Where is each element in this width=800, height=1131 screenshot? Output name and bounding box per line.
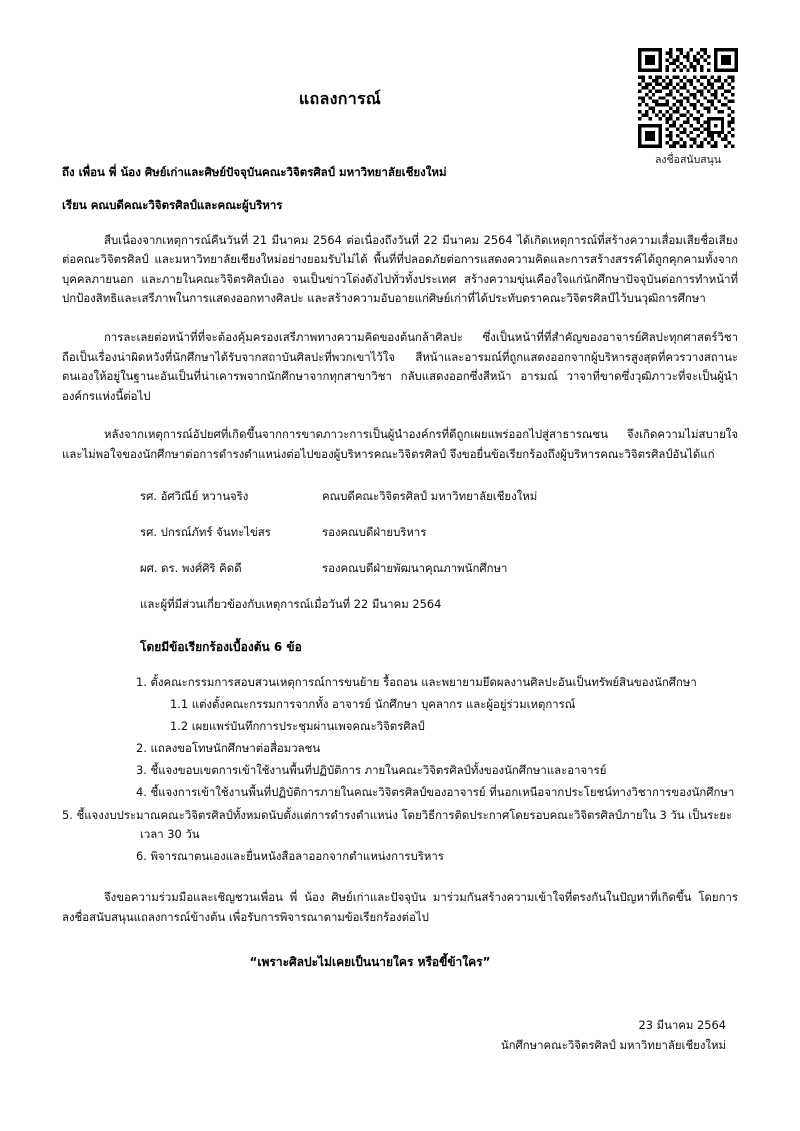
signature-author: นักศึกษาคณะวิจิตรศิลป์ มหาวิทยาลัยเชียงใหม่: [500, 1038, 726, 1053]
qr-support-block: [634, 48, 742, 167]
officials-note: และผู้ที่มีส่วนเกี่ยวข้องกับเหตุการณ์เมื่อวันที่ 22 มีนาคม 2564: [140, 597, 442, 612]
page-title: แถลงการณ์: [298, 89, 382, 108]
officials-list: [62, 487, 738, 578]
addressee-line: ถึง เพื่อน พี่ น้อง ศิษย์เก่าและศิษย์ปัจจุบันคณะวิจิตรศิลป์ มหาวิทยาลัยเชียงใหม่: [62, 165, 447, 179]
demands-list: [62, 673, 738, 866]
signature-block: [62, 1016, 738, 1056]
demand-item: 6. พิจารณาตนเองและยื่นหนังสือลาออกจากตำแหน่งการบริหาร: [136, 848, 444, 863]
official-name: ผศ. ดร. พงศ์ศิริ คิดดี: [140, 561, 242, 576]
demand-item: 3. ชี้แจงขอบเขตการเข้าใช้งานพื้นที่ปฏิบัติการ ภายในคณะวิจิตรศิลป์ทั้งของนักศึกษาและอาจารย์: [136, 763, 607, 778]
attention-line: เรียน คณบดีคณะวิจิตรศิลป์และคณะผู้บริหาร: [62, 198, 283, 213]
demand-item: 4. ชี้แจงการเข้าใช้งานพื้นที่ปฏิบัติการภายในคณะวิจิตรศิลป์ของอาจารย์ ที่นอกเหนือจากประโยชน์ทางวิชาการของนักศึกษา: [136, 785, 735, 800]
demand-item: 1.1 แต่งตั้งคณะกรรมการจากทั้ง อาจารย์ นักศึกษา บุคลากร และผู้อยู่ร่วมเหตุการณ์: [170, 696, 576, 711]
paragraph-2: การละเลยต่อหน้าที่ที่จะต้องคุ้มครองเสรีภาพทางความคิดของต้นกล้าศิลปะ ซึ่งเป็นหน้าที่ที่สำคัญของอาจารย์ศิลปะทุกศาสตร์วิชา ถือเป็นเรื่องน่าผิดหวังที่นักศึกษาได้รับจากสถาบันศิลปะที่พวกเขาไว้ใจ สีหน้าและอารมณ์ที่ถูกแสดงออกจากผู้บริหารสูงสุดที่ควรวางสถานะตนเองให้อยู่ในฐานะอันเป็นที่น่าเคารพจากนักศึกษาจากทุกสาขาวิชา กลับแสดงออกซึ่งสีหน้า อารมณ์ วาจาที่ขาดซึ่งวุฒิภาวะที่จะเป็นผู้นำองค์กรแห่งนี้ต่อไป: [62, 329, 738, 403]
official-name: รศ. อัศวิณีย์ หวานจริง: [140, 488, 249, 503]
official-row: [140, 559, 738, 577]
paragraph-1: สืบเนื่องจากเหตุการณ์คืนวันที่ 21 มีนาคม 2564 ต่อเนื่องถึงวันที่ 22 มีนาคม 2564 ได้เกิดเหตุการณ์ที่สร้างความเสื่อมเสียชื่อเสียงต่อคณะวิจิตรศิลป์ และมหาวิทยาลัยเชียงใหม่อย่างยอมรับไม่ได้ พื้นที่ที่ปลอดภัยต่อการแสดงความคิดและการสร้างสรรค์ได้ถูกคุกคามทั้งจากบุคคลภายนอก และภายในคณะวิจิตรศิลป์เอง จนเป็นข่าวโด่งดังไปทั่วทั้งประเทศ สร้างความขุ่นเคืองใจแก่นักศึกษาปัจจุบันต่อการทำหน้าที่ปกป้องสิทธิและเสรีภาพในการแสดงออกทางศิลปะ และสร้างความอับอายแก่ศิษย์เก่าที่ได้ประทับตราคณะวิจิตรศิลป์ไว้บนวุฒิการศึกษา: [62, 232, 738, 306]
qr-caption: ลงชื่อสนับสนุน: [654, 154, 721, 166]
official-row: [140, 487, 738, 505]
paragraph-3: หลังจากเหตุการณ์อัปยศที่เกิดขึ้นจากการขาดภาวะการเป็นผู้นำองค์กรที่ดีถูกเผยแพร่ออกไปสู่สาธารณชน จึงเกิดความไม่สบายใจและไม่พอใจของนักศึกษาต่อการดำรงตำแหน่งต่อไปของผู้บริหารคณะวิจิตรศิลป์ จึงขอยื่นข้อเรียกร้องถึงผู้บริหารคณะวิจิตรศิลป์อันได้แก่: [62, 427, 738, 461]
closing-block: [62, 888, 738, 972]
official-role: รองคณบดีฝ่ายพัฒนาคุณภาพนักศึกษา: [322, 561, 508, 576]
signature-date: 23 มีนาคม 2564: [638, 1018, 726, 1033]
demands-heading: โดยมีข้อเรียกร้องเบื้องต้น 6 ข้อ: [140, 639, 302, 654]
body-paragraphs: [62, 231, 738, 465]
demand-item: 1.2 เผยแพร่บันทึกการประชุมผ่านเพจคณะวิจิตรศิลป์: [170, 718, 425, 733]
closing-paragraph: จึงขอความร่วมมือและเชิญชวนเพื่อน พี่ น้อง ศิษย์เก่าและปัจจุบัน มาร่วมกันสร้างความเข้าใจที่ตรงกันในปัญหาที่เกิดขึ้น โดยการลงชื่อสนับสนุนแถลงการณ์ข้างต้น เพื่อรับการพิจารณาตามข้อเรียกร้องต่อไป: [62, 890, 738, 924]
official-row: [140, 523, 738, 541]
address-block: [62, 164, 738, 215]
official-name: รศ. ปกรณ์ภัทร์ จันทะไข่สร: [140, 524, 271, 539]
official-role: รองคณบดีฝ่ายบริหาร: [322, 524, 427, 539]
demand-item: 1. ตั้งคณะกรรมการสอบสวนเหตุการณ์การขนย้าย รื้อถอน และพยายามยึดผลงานศิลปะอันเป็นทรัพย์สินของนักศึกษา: [136, 674, 697, 689]
qr-code-icon[interactable]: [638, 48, 738, 148]
demand-item: 2. แถลงขอโทษนักศึกษาต่อสื่อมวลชน: [136, 741, 321, 756]
closing-quote: “เพราะศิลปะไม่เคยเป็นนายใคร หรือขี้ข้าใคร”: [249, 955, 491, 970]
demand-item: 5. ชี้แจงงบประมาณคณะวิจิตรศิลป์ทั้งหมดนับตั้งแต่การดำรงตำแหน่ง โดยวิธีการติดประกาศโดยรอบคณะวิจิตรศิลป์ภายใน 3 วัน เป็นระยะเวลา 30 วัน: [62, 807, 733, 841]
official-role: คณบดีคณะวิจิตรศิลป์ มหาวิทยาลัยเชียงใหม่: [322, 488, 538, 503]
